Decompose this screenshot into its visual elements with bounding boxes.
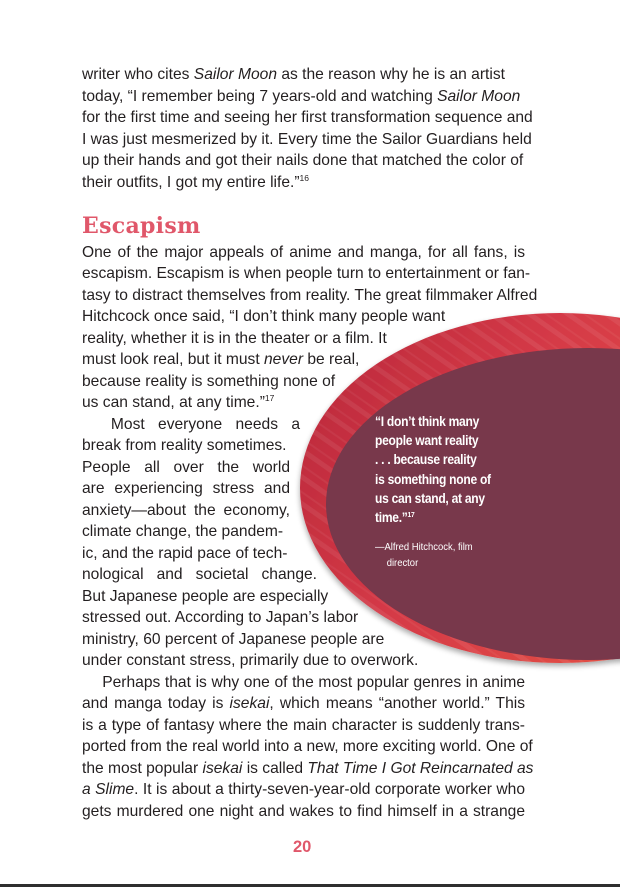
text-line: stressed out. According to Japan’s labor — [82, 609, 359, 626]
text-line: But Japanese people are especially — [82, 587, 329, 605]
text-line: break from reality sometimes. — [82, 437, 287, 454]
text-line: us can stand, at any time.”$^{17}$ — [82, 393, 275, 411]
text-line: I was just mesmerized by it. Every time the Sailor Guardians held — [82, 130, 532, 148]
footnote-marker: 17 — [407, 510, 415, 520]
text-line: are experiencing stress and — [82, 480, 290, 497]
text-line: nological and societal change. — [82, 566, 317, 583]
attribution-line-2: director — [386, 556, 419, 569]
footnote-marker: 17 — [264, 393, 275, 403]
text-line: Hitchcock once said, “I don’t think many people want — [82, 308, 446, 325]
text-line: ic, and the rapid pace of tech- — [82, 544, 288, 562]
text-line: reality, whether it is in the theater or a film. It — [82, 329, 387, 347]
text-line: Perhaps that is why one of the most popular genres in anime — [82, 673, 525, 691]
text-line: for the first time and seeing her first transformation sequence and — [82, 109, 533, 126]
text-line: ministry, 60 percent of Japanese people are — [82, 630, 385, 648]
text-line: One of the major appeals of anime and manga, for all fans, is — [82, 243, 525, 261]
text-line: tasy to distract themselves from reality. The great filmmaker Alfred — [82, 286, 538, 304]
page-number: 20 — [293, 838, 312, 856]
text-line: must look real, but it must never be real, — [82, 351, 360, 368]
pull-quote-attribution — [375, 540, 473, 571]
text-line: the most popular isekai is called That Time I Got Reincarnated as — [82, 759, 534, 777]
pull-quote-line: us can stand, at any — [375, 490, 485, 506]
text-line: their outfits, I got my entire life.”$^{16}$ — [82, 172, 309, 191]
text-line: today, “I remember being 7 years-old and watching Sailor Moon — [82, 87, 521, 105]
text-line: People all over the world — [82, 458, 290, 476]
text-line: because reality is something none of — [82, 372, 336, 390]
footnote-marker: 16 — [299, 172, 309, 183]
pull-quote-line: “I don’t think many — [375, 414, 480, 429]
text-line: anxiety—about the economy, — [82, 501, 290, 519]
pull-quote-line: people want reality — [375, 433, 479, 449]
pull-quote — [375, 412, 510, 527]
text-line: under constant stress, primarily due to overwork. — [82, 652, 419, 669]
text-line: escapism. Escapism is when people turn to entertainment or fan- — [82, 265, 531, 282]
text-line: gets murdered one night and wakes to find himself in a strange — [82, 802, 525, 820]
pull-quote-line: . . . because reality — [375, 452, 477, 468]
text-line: ported from the real world into a new, more exciting world. One of — [82, 738, 533, 755]
text-line: and manga today is isekai, which means “another world.” This — [82, 695, 526, 712]
section-heading: Escapism — [82, 213, 201, 239]
text-line: writer who cites Sailor Moon as the reason why he is an artist — [82, 66, 505, 83]
text-line: is a type of fantasy where the main character is suddenly trans- — [82, 716, 525, 734]
text-line: climate change, the pandem- — [82, 523, 284, 540]
pull-quote-line: is something none of — [375, 471, 491, 487]
attribution-line-1: —Alfred Hitchcock, film — [375, 541, 473, 553]
text-line: Most everyone needs a — [82, 415, 300, 433]
text-line: a Slime. It is about a thirty-seven-year-old corporate worker who — [82, 781, 525, 798]
text-line: up their hands and got their nails done that matched the color of — [82, 152, 524, 169]
pull-quote-line: time.”$^{17}$ — [375, 510, 415, 526]
